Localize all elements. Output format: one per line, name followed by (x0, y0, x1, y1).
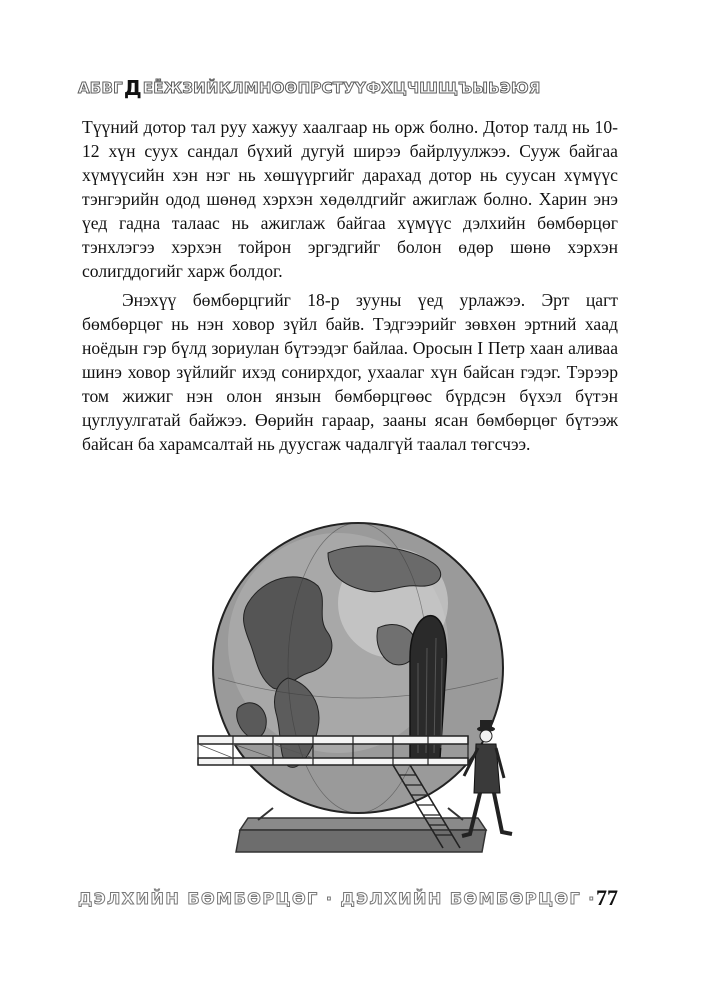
body-text (82, 115, 618, 456)
page-number: 77 (596, 885, 618, 910)
footer-title: ДЭЛХИЙН БӨМБӨРЦӨГ · ДЭЛХИЙН БӨМБӨРЦӨГ · (78, 888, 596, 908)
alphabet-header (78, 76, 618, 102)
alphabet-after: ЕЁЖЗИЙКЛМНОӨПРСТУҮФХЦЧШЩЪЫЬЭЮЯ (142, 79, 541, 97)
paragraph-1: Түүний дотор тал руу хажуу хаалгаар нь орж болно. Дотор талд нь 10-12 хүн суух сандал бүхий дугуй ширээ байрлуулжээ. Сууж байгаа хүмүүсийн хэн нэг нь хөшүүргийг дарахад дотор нь суусан хүмүүс тэнгэрийн одод шөнөд хэрхэн хөдөлдгийг ажиглаж болно. Харин энэ үед гадна талаас нь ажиглаж байгаа хүмүүс дэлхийн бөмбөрцөг тэнхлэгээ хэрхэн тойрон эргэдгийг болон өдөр шөнө хэрхэн солигддогийг харж болдог. (82, 117, 618, 281)
page-footer (78, 883, 618, 913)
paragraph-2: Энэхүү бөмбөрцгийг 18-р зууны үед урлажээ. Эрт цагт бөмбөрцөг нь нэн ховор зүйл байв. Тэдгээрийг зөвхөн эртний хаад ноёдын гэр бүлд зориулан бүтээдэг байлаа. Оросын I Петр хаан аливаа шинэ ховор зүйлийг ихэд сонирхдог, ухаалаг хүн байсан гэдэг. Тэрээр том жижиг нэн олон янзын бөмбөрцгөөс бүрдсэн бүхэл бүтэн цуглуулгатай байжээ. Өөрийн гараар, зааны ясан бөмбөрцөг бүтээж байсан ба харамсалтай нь дуусгаж чадалгүй таалал төгсчээ. (82, 290, 618, 454)
globe-sphere (213, 523, 503, 813)
globe-illustration (178, 508, 538, 860)
alphabet-highlighted-letter: Д (123, 76, 142, 100)
alphabet-before: АБВГ (78, 79, 123, 97)
